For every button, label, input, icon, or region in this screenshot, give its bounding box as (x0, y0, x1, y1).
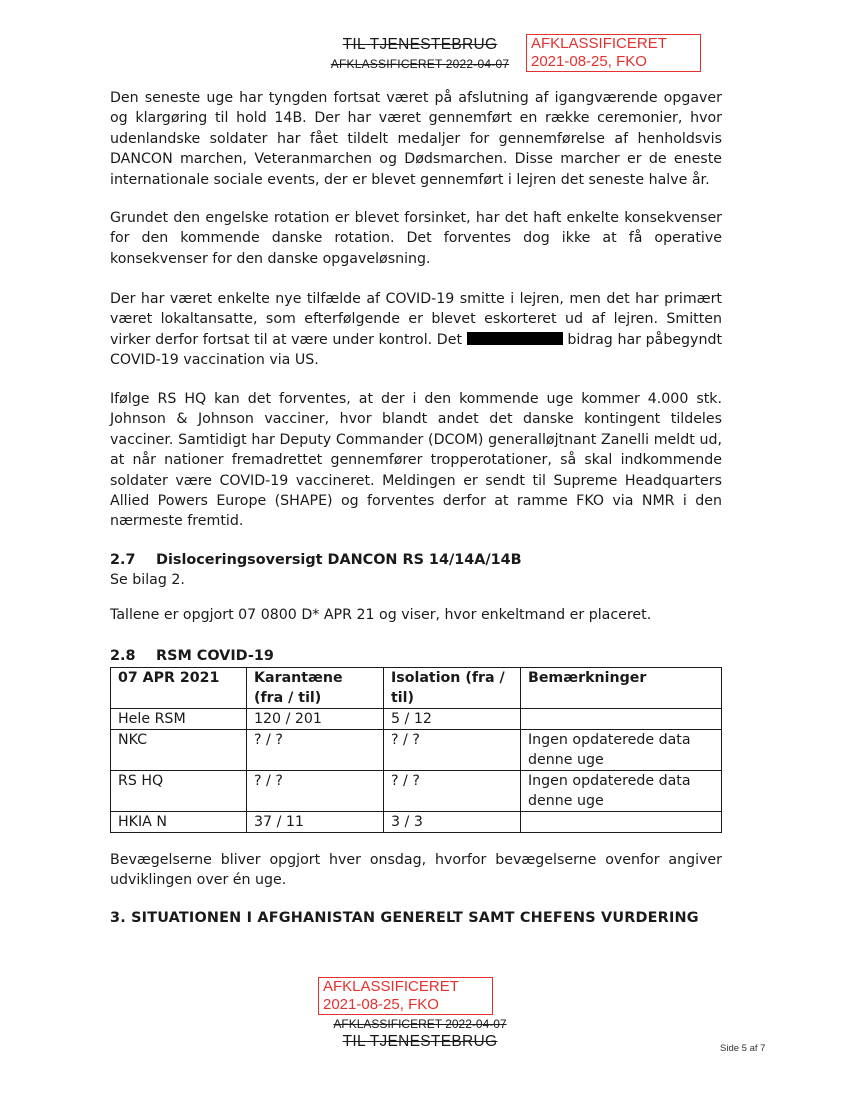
header-classification: TIL TJENESTEBRUG (342, 36, 498, 53)
stamp-date: 2021-08-25, FKO (531, 53, 647, 70)
row-remarks: Ingen opdaterede data denne uge (521, 730, 722, 771)
header-quarantine: Karantæne (fra / til) (247, 668, 384, 709)
section-title: RSM COVID-19 (156, 648, 274, 664)
row-remarks (521, 709, 722, 730)
paragraph-covid-text-b: bidrag har påbegyndt COVID-19 vaccination via US. (110, 331, 723, 369)
section-3-heading: 3. SITUATIONEN I AFGHANISTAN GENERELT SAMT CHEFENS VURDERING (110, 910, 699, 926)
footer-declass-date: AFKLASSIFICERET 2022-04-07 (333, 1017, 507, 1031)
paragraph-ceremonies: Den seneste uge har tyngden fortsat været på afslutning af igangværende opgaver og klargøring til hold 14B. Der har været gennemført en række ceremonier, hvor udenlandske soldater har fået tildelt medaljer for gennemførelse af henholdsvis DANCON marchen, Veteranmarchen og Dødsmarchen. Disse marcher er de eneste internationale sociale events, der er blevet gennemført i lejren det seneste halve år. (110, 90, 722, 188)
table-row (111, 812, 722, 833)
section-2-8-heading (110, 646, 274, 666)
row-isolation: 3 / 3 (384, 812, 521, 833)
row-unit: HKIA N (111, 812, 247, 833)
paragraph-rotation: Grundet den engelske rotation er blevet forsinket, har det haft enkelte konsekvenser for den kommende danske rotation. Det forventes dog ikke at få operative konsekvenser for den danske opgaveløsning. (110, 210, 722, 267)
section-number: 2.7 (110, 552, 136, 568)
section-2-7-note: Tallene er opgjort 07 0800 D* APR 21 og viser, hvor enkeltmand er placeret. (110, 607, 652, 623)
paragraph-covid-text-a: Der har været enkelte nye tilfælde af COVID-19 smitte i lejren, men det har primært været lokaltansatte, som efterfølgende er blevet eskorteret ud af lejren. Smitten virker derfor fortsat til at være under kontrol. Det (110, 291, 722, 348)
header-isolation: Isolation (fra / til) (384, 668, 521, 709)
section-number: 2.8 (110, 648, 136, 664)
row-quarantine: ? / ? (247, 771, 384, 812)
row-isolation: 5 / 12 (384, 709, 521, 730)
row-quarantine: ? / ? (247, 730, 384, 771)
page-number: Side 5 af 7 (720, 1043, 766, 1054)
section-2-7-reference: Se bilag 2. (110, 572, 185, 588)
header-remarks: Bemærkninger (521, 668, 722, 709)
stamp-label: AFKLASSIFICERET (323, 978, 459, 995)
row-quarantine: 37 / 11 (247, 812, 384, 833)
row-isolation: ? / ? (384, 771, 521, 812)
stamp-date: 2021-08-25, FKO (323, 996, 439, 1013)
paragraph-covid-cases (110, 289, 722, 371)
section-2-7-heading (110, 550, 522, 570)
table-row (111, 771, 722, 812)
row-unit: RS HQ (111, 771, 247, 812)
stamp-label: AFKLASSIFICERET (531, 35, 667, 52)
paragraph-movements: Bevægelserne bliver opgjort hver onsdag, hvorfor bevægelserne ovenfor angiver udviklingen over én uge. (110, 852, 722, 889)
covid-table (110, 667, 722, 833)
table-row (111, 730, 722, 771)
row-remarks (521, 812, 722, 833)
header-declass-stamp (526, 34, 701, 72)
footer-classification: TIL TJENESTEBRUG (342, 1033, 498, 1050)
table-row (111, 709, 722, 730)
redaction-box (467, 332, 563, 345)
row-unit: Hele RSM (111, 709, 247, 730)
header-declass-date: AFKLASSIFICERET 2022-04-07 (330, 57, 510, 71)
section-title: Disloceringsoversigt DANCON RS 14/14A/14B (156, 552, 522, 568)
row-remarks: Ingen opdaterede data denne uge (521, 771, 722, 812)
header-date: 07 APR 2021 (111, 668, 247, 709)
row-quarantine: 120 / 201 (247, 709, 384, 730)
row-unit: NKC (111, 730, 247, 771)
table-header-row (111, 668, 722, 709)
footer-declass-stamp (318, 977, 493, 1015)
row-isolation: ? / ? (384, 730, 521, 771)
paragraph-vaccines: Ifølge RS HQ kan det forventes, at der i den kommende uge kommer 4.000 stk. Johnson & Johnson vacciner, hvor blandt andet det danske kontingent tildeles vacciner. Samtidigt har Deputy Commander (DCOM) generalløjtnant Zanelli meldt ud, at når nationer fremadrettet gennemfører tropperotationer, så skal indkommende soldater være COVID-19 vaccineret. Meldingen er sendt til Supreme Headquarters Allied Powers Europe (SHAPE) og forventes derfor at ramme FKO via NMR i den nærmeste fremtid. (110, 391, 722, 530)
